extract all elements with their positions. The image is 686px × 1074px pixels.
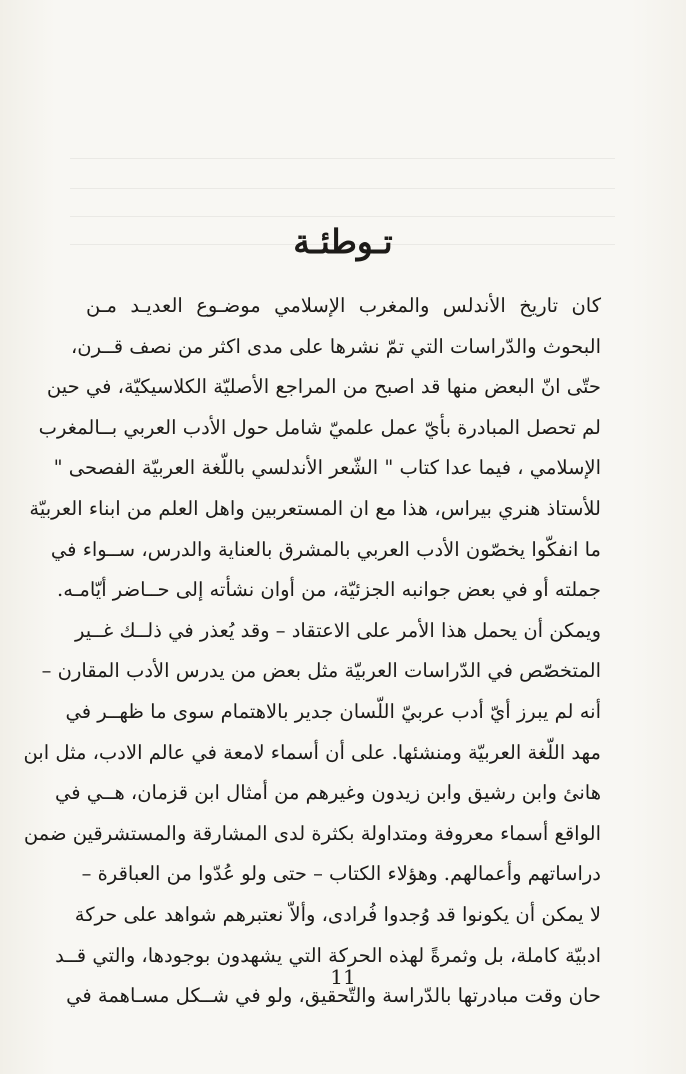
text-line: هانئ وابن رشيق وابن زيدون وغيرهم من أمثال ابن قزمان، هــي في <box>55 781 601 805</box>
text-line: أنه لم يبرز أيّ أدب عربيّ اللّسان جدير بالاهتمام سوى ما ظهــر في <box>65 699 601 723</box>
text-line: ادبيّة كاملة، بل وثمرةً لهذه الحركة التي يشهدون بوجودها، والتي قــد <box>55 943 601 967</box>
bleed-through-line <box>70 180 615 189</box>
text-line: الإسلامي ، فيما عدا كتاب " الشّعر الأندلسي باللّغة العربيّة الفصحى " <box>53 456 601 480</box>
text-line: حان وقت مبادرتها بالدّراسة والتّحقيق، ولو في شــكل مسـاهمة في <box>66 984 601 1008</box>
text-line: ويمكن أن يحمل هذا الأمر على الاعتقاد – وقد يُعذر في ذلــك غــير <box>74 618 601 642</box>
text-line: المتخصّص في الدّراسات العربيّة مثل بعض من يدرس الأدب المقارن – <box>41 659 601 683</box>
text-line: مهد اللّغة العربيّة ومنشئها. على أن أسماء لامعة في عالم الادب، مثل ابن <box>23 740 601 764</box>
page-number: 11 <box>330 965 356 989</box>
section-title: تـوطئـة <box>293 222 393 261</box>
text-line: ما انفكّوا يخصّون الأدب العربي بالمشرق بالعناية والدرس، ســواء في <box>50 537 601 561</box>
bleed-through-line <box>70 150 615 159</box>
text-line: الواقع أسماء معروفة ومتداولة بكثرة لدى المشارقة والمستشرقين ضمن <box>23 821 601 845</box>
text-line: كان تاريخ الأندلس والمغرب الإسلامي موضـوع العديـد مـن <box>86 294 601 317</box>
bleed-through-line <box>70 208 615 217</box>
text-line: حتّى انّ البعض منها قد اصبح من المراجع الأصليّة الكلاسيكيّة، في حين <box>46 375 601 399</box>
text-line: للأستاذ هنري بيراس، هذا مع ان المستعربين واهل العلم من ابناء العربيّة <box>29 496 601 520</box>
text-line: دراساتهم وأعمالهم. وهؤلاء الكتاب – حتى ولو عُدّوا من العباقرة – <box>81 862 601 886</box>
body-text <box>23 286 601 1017</box>
text-line: لا يمكن أن يكونوا قد وُجدوا فُرادى، وألاّ نعتبرهم شواهد على حركة <box>74 902 601 926</box>
text-line: البحوث والدّراسات التي تمّ نشرها على مدى اكثر من نصف قــرن، <box>70 334 601 358</box>
text-line: جملته أو في بعض جوانبه الجزئيّة، من أوان نشأته إلى حــاضر أيّامـه. <box>57 578 601 602</box>
text-line: لم تحصل المبادرة بأيّ عمل علميّ شامل حول الأدب العربي بــالمغرب <box>38 415 601 439</box>
